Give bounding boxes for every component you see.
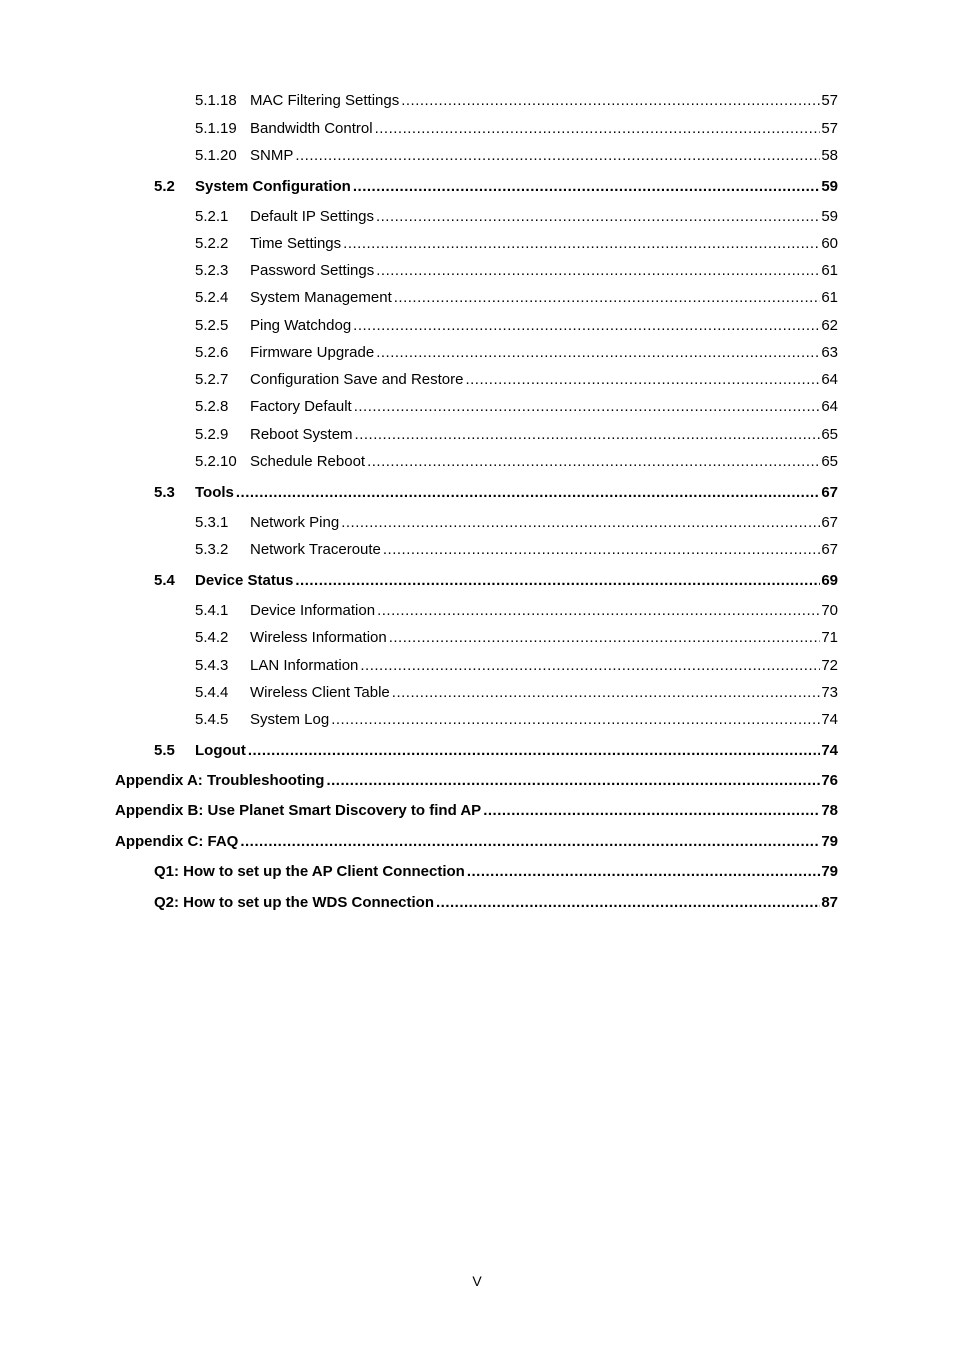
toc-entry-5-2[interactable] xyxy=(154,177,838,197)
toc-entry-title: Network Traceroute xyxy=(250,541,381,558)
toc-entry-number: 5.2 xyxy=(154,178,175,195)
toc-entry-title: Wireless Client Table xyxy=(250,684,390,701)
toc-entry-page: 78 xyxy=(821,802,838,819)
toc-entry-page: 73 xyxy=(821,684,838,701)
toc-entry-5-2-2[interactable] xyxy=(195,234,838,254)
toc-entry-title: Logout xyxy=(195,742,246,759)
dot-leader xyxy=(436,893,820,913)
toc-entry-5-4-5[interactable] xyxy=(195,710,838,730)
dot-leader xyxy=(376,343,820,363)
toc-entry-page: 64 xyxy=(821,371,838,388)
toc-entry-5-5[interactable] xyxy=(154,741,838,761)
toc-entry-title: System Configuration xyxy=(195,178,351,195)
dot-leader xyxy=(367,452,820,472)
toc-entry-5-4-1[interactable] xyxy=(195,601,838,621)
toc-entry-number: 5.2.6 xyxy=(195,344,229,361)
toc-entry-5-2-7[interactable] xyxy=(195,370,838,390)
toc-entry-page: 74 xyxy=(821,742,838,759)
toc-entry-page: 65 xyxy=(821,453,838,470)
dot-leader xyxy=(401,91,820,111)
toc-entry-number: 5.2.8 xyxy=(195,398,229,415)
dot-leader xyxy=(483,801,820,821)
toc-entry-page: 59 xyxy=(821,178,838,195)
toc-entry-number: 5.2.5 xyxy=(195,317,229,334)
toc-entry-page: 79 xyxy=(821,863,838,880)
toc-entry-number: 5.2.4 xyxy=(195,289,229,306)
dot-leader xyxy=(392,683,821,703)
toc-entry-page: 67 xyxy=(821,484,838,501)
toc-entry-page: 74 xyxy=(821,711,838,728)
dot-leader xyxy=(295,571,820,591)
toc-entry-page: 76 xyxy=(821,772,838,789)
toc-entry-title: Device Status xyxy=(195,572,294,589)
toc-entry-page: 87 xyxy=(821,894,838,911)
toc-entry-number: 5.1.20 xyxy=(195,147,237,164)
toc-entry-number: 5.2.1 xyxy=(195,208,229,225)
toc-entry-page: 58 xyxy=(821,147,838,164)
dot-leader xyxy=(377,601,820,621)
toc-entry-number: 5.1.18 xyxy=(195,92,237,109)
toc-entry-page: 67 xyxy=(821,514,838,531)
toc-entry-5-1-19[interactable] xyxy=(195,119,838,139)
toc-entry-5-2-4[interactable] xyxy=(195,288,838,308)
dot-leader xyxy=(331,710,820,730)
toc-entry-number: 5.4 xyxy=(154,572,175,589)
toc-entry-number: 5.4.2 xyxy=(195,629,229,646)
toc-entry-page: 62 xyxy=(821,317,838,334)
toc-entry-title: Schedule Reboot xyxy=(250,453,366,470)
toc-entry-title: Time Settings xyxy=(250,235,342,252)
toc-entry-number: 5.4.3 xyxy=(195,657,229,674)
toc-entry-title: Configuration Save and Restore xyxy=(250,371,464,388)
toc-entry-title: Q2: How to set up the WDS Connection xyxy=(154,894,434,911)
toc-entry-number: 5.3.1 xyxy=(195,514,229,531)
dot-leader xyxy=(376,261,820,281)
dot-leader xyxy=(375,119,821,139)
toc-entry-page: 67 xyxy=(821,541,838,558)
toc-entry-title: Q1: How to set up the AP Client Connection xyxy=(154,863,465,880)
dot-leader xyxy=(383,540,820,560)
toc-entry-page: 72 xyxy=(821,657,838,674)
toc-entry-title: System Log xyxy=(250,711,330,728)
toc-entry-page: 69 xyxy=(821,572,838,589)
dot-leader xyxy=(295,146,820,166)
toc-entry-appendix-a[interactable] xyxy=(115,771,838,791)
toc-entry-number: 5.2.10 xyxy=(195,453,237,470)
toc-entry-q1[interactable] xyxy=(154,862,838,882)
toc-entry-title: Wireless Information xyxy=(250,629,387,646)
toc-entry-5-1-18[interactable] xyxy=(195,91,838,111)
toc-entry-number: 5.1.19 xyxy=(195,120,237,137)
dot-leader xyxy=(248,741,821,761)
toc-entry-page: 63 xyxy=(821,344,838,361)
dot-leader xyxy=(360,656,820,676)
toc-entry-5-2-10[interactable] xyxy=(195,452,838,472)
toc-entry-5-2-6[interactable] xyxy=(195,343,838,363)
toc-entry-5-3-1[interactable] xyxy=(195,513,838,533)
toc-entry-page: 61 xyxy=(821,289,838,306)
toc-entry-title: Factory Default xyxy=(250,398,352,415)
toc-entry-title: Reboot System xyxy=(250,426,353,443)
dot-leader xyxy=(353,177,820,197)
toc-entry-5-4[interactable] xyxy=(154,571,838,591)
toc-entry-number: 5.5 xyxy=(154,742,175,759)
toc-entry-title: Firmware Upgrade xyxy=(250,344,375,361)
toc-entry-5-4-4[interactable] xyxy=(195,683,838,703)
toc-entry-number: 5.3 xyxy=(154,484,175,501)
toc-entry-title: SNMP xyxy=(250,147,294,164)
dot-leader xyxy=(389,628,821,648)
page-footer-number: V xyxy=(472,1273,482,1289)
toc-entry-q2[interactable] xyxy=(154,893,838,913)
toc-entry-appendix-b[interactable] xyxy=(115,801,838,821)
toc-entry-title: Bandwidth Control xyxy=(250,120,373,137)
toc-entry-number: 5.2.3 xyxy=(195,262,229,279)
toc-entry-title: Network Ping xyxy=(250,514,340,531)
toc-entry-page: 60 xyxy=(821,235,838,252)
toc-entry-page: 61 xyxy=(821,262,838,279)
dot-leader xyxy=(376,207,820,227)
toc-entry-title: System Management xyxy=(250,289,392,306)
toc-entry-title: Password Settings xyxy=(250,262,375,279)
dot-leader xyxy=(353,316,820,336)
toc-entry-page: 59 xyxy=(821,208,838,225)
dot-leader xyxy=(355,425,821,445)
toc-entry-5-1-20[interactable] xyxy=(195,146,838,166)
dot-leader xyxy=(354,397,821,417)
toc-entry-page: 64 xyxy=(821,398,838,415)
toc-entry-number: 5.2.9 xyxy=(195,426,229,443)
toc-entry-title: Appendix A: Troubleshooting xyxy=(115,772,325,789)
toc-entry-number: 5.3.2 xyxy=(195,541,229,558)
toc-entry-page: 71 xyxy=(821,629,838,646)
dot-leader xyxy=(467,862,820,882)
toc-entry-number: 5.4.1 xyxy=(195,602,229,619)
toc-entry-5-3[interactable] xyxy=(154,483,838,503)
toc-entry-page: 79 xyxy=(821,833,838,850)
dot-leader xyxy=(394,288,821,308)
toc-entry-title: Ping Watchdog xyxy=(250,317,352,334)
toc-entry-title: Tools xyxy=(195,484,234,501)
toc-entry-5-2-5[interactable] xyxy=(195,316,838,336)
toc-entry-page: 65 xyxy=(821,426,838,443)
toc-entry-title: Appendix C: FAQ xyxy=(115,833,239,850)
toc-entry-5-3-2[interactable] xyxy=(195,540,838,560)
toc-entry-page: 70 xyxy=(821,602,838,619)
toc-entry-title: Appendix B: Use Planet Smart Discovery to find AP xyxy=(115,802,482,819)
toc-entry-5-4-2[interactable] xyxy=(195,628,838,648)
dot-leader xyxy=(465,370,820,390)
toc-entry-title: Default IP Settings xyxy=(250,208,374,225)
toc-entry-page: 57 xyxy=(821,92,838,109)
toc-entry-5-2-3[interactable] xyxy=(195,261,838,281)
toc-entry-5-2-8[interactable] xyxy=(195,397,838,417)
toc-entry-number: 5.2.7 xyxy=(195,371,229,388)
dot-leader xyxy=(236,483,820,503)
dot-leader xyxy=(326,771,820,791)
toc-entry-appendix-c[interactable] xyxy=(115,832,838,852)
dot-leader xyxy=(343,234,820,254)
toc-entry-5-4-3[interactable] xyxy=(195,656,838,676)
toc-entry-number: 5.2.2 xyxy=(195,235,229,252)
toc-entry-5-2-1[interactable] xyxy=(195,207,838,227)
toc-entry-title: Device Information xyxy=(250,602,376,619)
dot-leader xyxy=(240,832,820,852)
toc-entry-number: 5.4.4 xyxy=(195,684,229,701)
toc-entry-title: MAC Filtering Settings xyxy=(250,92,400,109)
dot-leader xyxy=(341,513,820,533)
toc-entry-number: 5.4.5 xyxy=(195,711,229,728)
toc-entry-5-2-9[interactable] xyxy=(195,425,838,445)
toc-entry-title: LAN Information xyxy=(250,657,359,674)
toc-entry-page: 57 xyxy=(821,120,838,137)
